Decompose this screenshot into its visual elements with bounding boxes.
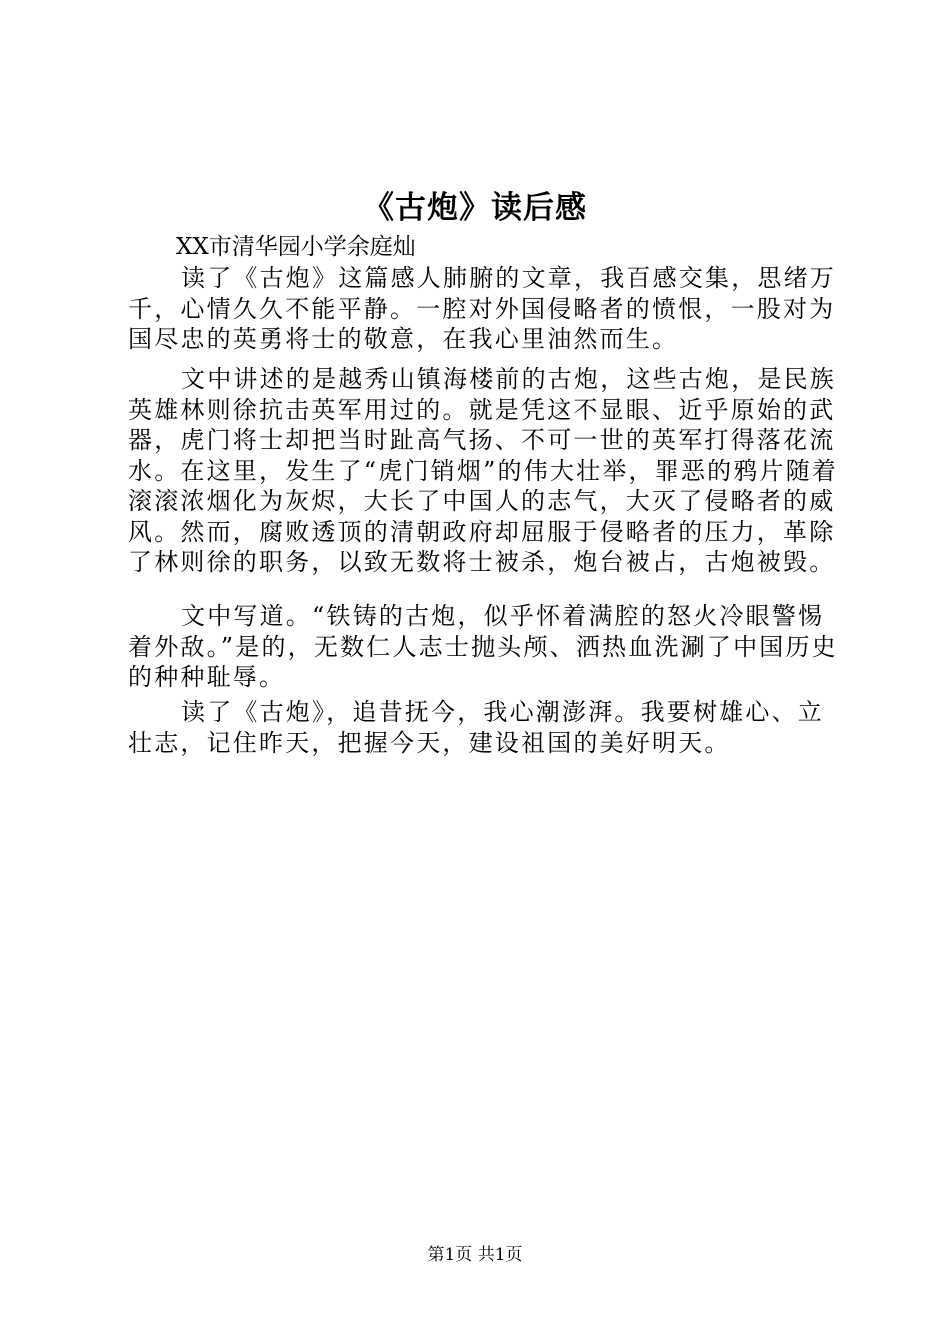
paragraph-2: 文中讲述的是越秀山镇海楼前的古炮，这些古炮，是民族英雄林则徐抗击英军用过的。就是凭这不显眼、近乎原始的武器，虎门将士却把当时趾高气扬、不可一世的英军打得落花流水。在这里，发生了“虎门销烟”的伟大壮举，罪恶的鸦片随着滚滚浓烟化为灰烬，大长了中国人的志气，大灭了侵略者的威风。然而，腐败透顶的清朝政府却屈服于侵略者的压力，革除了林则徐的职务，以致无数将士被杀，炮台被占，古炮被毁。 (128, 365, 839, 576)
paragraph-4: 读了《古炮》，追昔抚今，我心潮澎湃。我要树雄心、立壮志，记住昨天，把握今天，建设祖国的美好明天。 (128, 698, 824, 757)
page-footer: 第1页 共1页 (427, 1245, 523, 1265)
document-title: 《古炮》读后感 (363, 190, 587, 226)
paragraph-1: 读了《古炮》这篇感人肺腑的文章，我百感交集，思绪万千，心情久久不能平静。一腔对外国侵略者的愤恨，一股对为国尽忠的英勇将士的敬意，在我心里油然而生。 (128, 264, 836, 353)
paragraph-3: 文中写道。“铁铸的古炮，似乎怀着满腔的怒火冷眼警惕着外敌。”是的，无数仁人志士抛头颅、洒热血洗涮了中国历史的种种耻辱。 (128, 602, 838, 691)
author-line: XX市清华园小学余庭灿 (176, 234, 416, 260)
